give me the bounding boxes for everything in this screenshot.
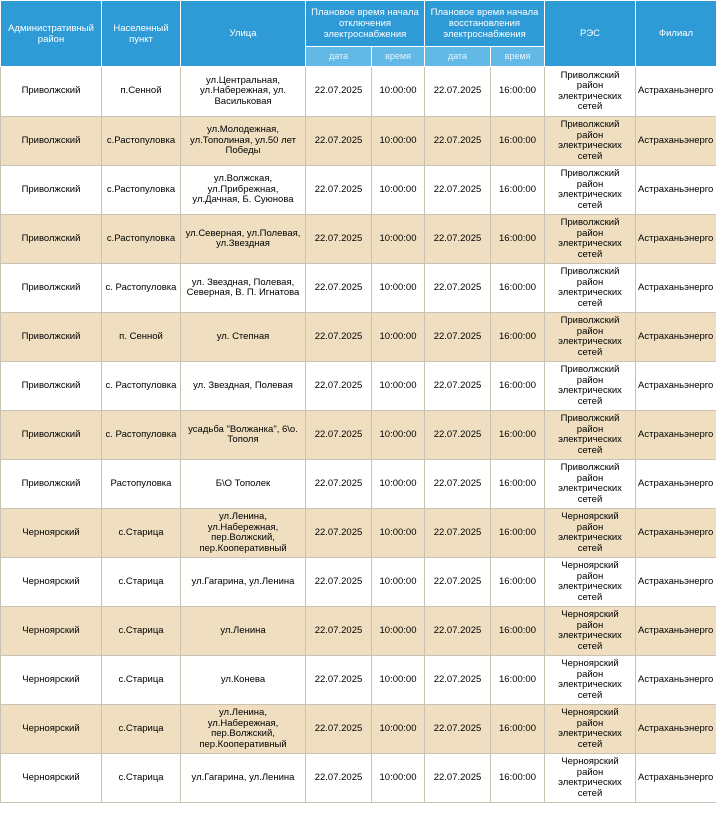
table-row bbox=[1, 264, 716, 313]
cell-off-date: 22.07.2025 bbox=[306, 607, 372, 656]
cell-district: Приволжский bbox=[1, 411, 102, 460]
cell-res: Приволжский район электрических сетей bbox=[545, 411, 636, 460]
cell-district: Черноярский bbox=[1, 705, 102, 754]
cell-off-date: 22.07.2025 bbox=[306, 313, 372, 362]
subheader-off-date: дата bbox=[306, 47, 372, 67]
cell-street: ул. Звездная, Полевая bbox=[181, 362, 306, 411]
cell-street: усадьба "Волжанка", 6\о. Тополя bbox=[181, 411, 306, 460]
col-header-district: Административный район bbox=[1, 1, 102, 67]
table-row bbox=[1, 411, 716, 460]
col-header-branch: Филиал bbox=[636, 1, 716, 67]
cell-off-time: 10:00:00 bbox=[372, 607, 425, 656]
cell-off-date: 22.07.2025 bbox=[306, 509, 372, 558]
cell-on-time: 16:00:00 bbox=[491, 656, 545, 705]
cell-res: Черноярский район электрических сетей bbox=[545, 656, 636, 705]
cell-off-time: 10:00:00 bbox=[372, 264, 425, 313]
cell-res: Черноярский район электрических сетей bbox=[545, 607, 636, 656]
cell-locality: с. Растопуловка bbox=[102, 362, 181, 411]
cell-locality: с.Старица bbox=[102, 509, 181, 558]
cell-on-time: 16:00:00 bbox=[491, 166, 545, 215]
cell-on-time: 16:00:00 bbox=[491, 264, 545, 313]
cell-on-date: 22.07.2025 bbox=[425, 509, 491, 558]
cell-off-date: 22.07.2025 bbox=[306, 362, 372, 411]
cell-district: Черноярский bbox=[1, 754, 102, 803]
cell-off-date: 22.07.2025 bbox=[306, 117, 372, 166]
cell-district: Черноярский bbox=[1, 656, 102, 705]
cell-on-time: 16:00:00 bbox=[491, 705, 545, 754]
cell-off-date: 22.07.2025 bbox=[306, 558, 372, 607]
cell-street: ул.Ленина, ул.Набережная, пер.Волжский, пер.Кооперативный bbox=[181, 509, 306, 558]
cell-on-time: 16:00:00 bbox=[491, 362, 545, 411]
table-header bbox=[1, 1, 716, 67]
cell-street: ул.Молодежная, ул.Тополиная, ул.50 лет Победы bbox=[181, 117, 306, 166]
cell-on-time: 16:00:00 bbox=[491, 460, 545, 509]
cell-on-date: 22.07.2025 bbox=[425, 411, 491, 460]
cell-street: ул.Северная, ул.Полевая, ул.Звездная bbox=[181, 215, 306, 264]
cell-res: Черноярский район электрических сетей bbox=[545, 754, 636, 803]
cell-on-time: 16:00:00 bbox=[491, 313, 545, 362]
cell-locality: с.Старица bbox=[102, 607, 181, 656]
cell-district: Приволжский bbox=[1, 362, 102, 411]
table-row bbox=[1, 460, 716, 509]
cell-street: ул.Ленина, ул.Набережная, пер.Волжский, пер.Кооперативный bbox=[181, 705, 306, 754]
cell-branch: Астраханьэнерго bbox=[636, 509, 716, 558]
cell-off-date: 22.07.2025 bbox=[306, 411, 372, 460]
cell-on-date: 22.07.2025 bbox=[425, 313, 491, 362]
cell-locality: с.Растопуловка bbox=[102, 166, 181, 215]
cell-branch: Астраханьэнерго bbox=[636, 754, 716, 803]
cell-locality: с.Растопуловка bbox=[102, 117, 181, 166]
cell-branch: Астраханьэнерго bbox=[636, 558, 716, 607]
cell-branch: Астраханьэнерго bbox=[636, 460, 716, 509]
cell-off-time: 10:00:00 bbox=[372, 215, 425, 264]
cell-on-date: 22.07.2025 bbox=[425, 656, 491, 705]
cell-branch: Астраханьэнерго bbox=[636, 607, 716, 656]
cell-district: Приволжский bbox=[1, 215, 102, 264]
cell-district: Приволжский bbox=[1, 67, 102, 117]
cell-res: Приволжский район электрических сетей bbox=[545, 166, 636, 215]
subheader-on-time: время bbox=[491, 47, 545, 67]
table-row bbox=[1, 607, 716, 656]
cell-district: Приволжский bbox=[1, 117, 102, 166]
cell-off-date: 22.07.2025 bbox=[306, 67, 372, 117]
cell-district: Приволжский bbox=[1, 460, 102, 509]
cell-on-time: 16:00:00 bbox=[491, 215, 545, 264]
col-header-restore-time: Плановое время начала восстановления электроснабжения bbox=[425, 1, 545, 47]
cell-district: Приволжский bbox=[1, 264, 102, 313]
cell-off-date: 22.07.2025 bbox=[306, 754, 372, 803]
table-row bbox=[1, 754, 716, 803]
cell-res: Черноярский район электрических сетей bbox=[545, 509, 636, 558]
cell-locality: с. Растопуловка bbox=[102, 264, 181, 313]
cell-on-date: 22.07.2025 bbox=[425, 754, 491, 803]
cell-on-date: 22.07.2025 bbox=[425, 67, 491, 117]
cell-off-time: 10:00:00 bbox=[372, 656, 425, 705]
cell-street: ул.Центральная, ул.Набережная, ул. Васильковая bbox=[181, 67, 306, 117]
cell-on-date: 22.07.2025 bbox=[425, 607, 491, 656]
table-body bbox=[1, 67, 716, 803]
cell-locality: п. Сенной bbox=[102, 313, 181, 362]
cell-on-date: 22.07.2025 bbox=[425, 117, 491, 166]
cell-off-date: 22.07.2025 bbox=[306, 656, 372, 705]
cell-on-time: 16:00:00 bbox=[491, 117, 545, 166]
cell-off-time: 10:00:00 bbox=[372, 313, 425, 362]
cell-branch: Астраханьэнерго bbox=[636, 362, 716, 411]
cell-on-time: 16:00:00 bbox=[491, 558, 545, 607]
header-row bbox=[1, 1, 716, 47]
cell-off-time: 10:00:00 bbox=[372, 509, 425, 558]
table-row bbox=[1, 705, 716, 754]
cell-off-date: 22.07.2025 bbox=[306, 460, 372, 509]
cell-branch: Астраханьэнерго bbox=[636, 411, 716, 460]
cell-off-time: 10:00:00 bbox=[372, 362, 425, 411]
table-row bbox=[1, 215, 716, 264]
table-row bbox=[1, 656, 716, 705]
cell-branch: Астраханьэнерго bbox=[636, 705, 716, 754]
cell-res: Приволжский район электрических сетей bbox=[545, 313, 636, 362]
cell-locality: с.Старица bbox=[102, 558, 181, 607]
table-row bbox=[1, 509, 716, 558]
cell-branch: Астраханьэнерго bbox=[636, 264, 716, 313]
cell-off-time: 10:00:00 bbox=[372, 166, 425, 215]
table-row bbox=[1, 117, 716, 166]
cell-off-time: 10:00:00 bbox=[372, 67, 425, 117]
cell-res: Приволжский район электрических сетей bbox=[545, 67, 636, 117]
cell-district: Черноярский bbox=[1, 607, 102, 656]
cell-on-date: 22.07.2025 bbox=[425, 460, 491, 509]
cell-off-time: 10:00:00 bbox=[372, 117, 425, 166]
cell-res: Черноярский район электрических сетей bbox=[545, 558, 636, 607]
cell-on-time: 16:00:00 bbox=[491, 411, 545, 460]
cell-district: Черноярский bbox=[1, 558, 102, 607]
col-header-res: РЭС bbox=[545, 1, 636, 67]
cell-district: Черноярский bbox=[1, 509, 102, 558]
col-header-street: Улица bbox=[181, 1, 306, 67]
cell-district: Приволжский bbox=[1, 313, 102, 362]
cell-locality: с. Растопуловка bbox=[102, 411, 181, 460]
cell-district: Приволжский bbox=[1, 166, 102, 215]
cell-on-date: 22.07.2025 bbox=[425, 166, 491, 215]
cell-branch: Астраханьэнерго bbox=[636, 117, 716, 166]
cell-street: ул. Степная bbox=[181, 313, 306, 362]
cell-on-date: 22.07.2025 bbox=[425, 264, 491, 313]
cell-branch: Астраханьэнерго bbox=[636, 313, 716, 362]
cell-street: ул.Конева bbox=[181, 656, 306, 705]
cell-locality: с.Старица bbox=[102, 656, 181, 705]
cell-branch: Астраханьэнерго bbox=[636, 215, 716, 264]
cell-on-time: 16:00:00 bbox=[491, 509, 545, 558]
cell-on-time: 16:00:00 bbox=[491, 67, 545, 117]
subheader-off-time: время bbox=[372, 47, 425, 67]
subheader-on-date: дата bbox=[425, 47, 491, 67]
cell-off-date: 22.07.2025 bbox=[306, 264, 372, 313]
cell-locality: Растопуловка bbox=[102, 460, 181, 509]
cell-locality: с.Старица bbox=[102, 705, 181, 754]
cell-res: Приволжский район электрических сетей bbox=[545, 460, 636, 509]
table-row bbox=[1, 313, 716, 362]
cell-on-date: 22.07.2025 bbox=[425, 558, 491, 607]
cell-off-date: 22.07.2025 bbox=[306, 166, 372, 215]
cell-on-date: 22.07.2025 bbox=[425, 362, 491, 411]
cell-off-time: 10:00:00 bbox=[372, 411, 425, 460]
cell-locality: с.Старица bbox=[102, 754, 181, 803]
cell-off-time: 10:00:00 bbox=[372, 705, 425, 754]
cell-off-date: 22.07.2025 bbox=[306, 215, 372, 264]
cell-branch: Астраханьэнерго bbox=[636, 166, 716, 215]
table-row bbox=[1, 67, 716, 117]
cell-res: Приволжский район электрических сетей bbox=[545, 117, 636, 166]
cell-res: Черноярский район электрических сетей bbox=[545, 705, 636, 754]
cell-street: ул.Гагарина, ул.Ленина bbox=[181, 754, 306, 803]
cell-res: Приволжский район электрических сетей bbox=[545, 362, 636, 411]
col-header-locality: Населенный пункт bbox=[102, 1, 181, 67]
cell-on-date: 22.07.2025 bbox=[425, 215, 491, 264]
cell-res: Приволжский район электрических сетей bbox=[545, 264, 636, 313]
cell-locality: с.Растопуловка bbox=[102, 215, 181, 264]
cell-street: ул.Ленина bbox=[181, 607, 306, 656]
cell-on-date: 22.07.2025 bbox=[425, 705, 491, 754]
cell-branch: Астраханьэнерго bbox=[636, 67, 716, 117]
cell-street: ул. Звездная, Полевая, Северная, В. П. Игнатова bbox=[181, 264, 306, 313]
cell-res: Приволжский район электрических сетей bbox=[545, 215, 636, 264]
cell-branch: Астраханьэнерго bbox=[636, 656, 716, 705]
cell-off-date: 22.07.2025 bbox=[306, 705, 372, 754]
cell-off-time: 10:00:00 bbox=[372, 460, 425, 509]
cell-off-time: 10:00:00 bbox=[372, 754, 425, 803]
cell-locality: п.Сенной bbox=[102, 67, 181, 117]
cell-street: ул.Волжская, ул.Прибрежная, ул.Дачная, Б. Суюнова bbox=[181, 166, 306, 215]
cell-off-time: 10:00:00 bbox=[372, 558, 425, 607]
table-row bbox=[1, 558, 716, 607]
cell-street: ул.Гагарина, ул.Ленина bbox=[181, 558, 306, 607]
cell-on-time: 16:00:00 bbox=[491, 754, 545, 803]
table-row bbox=[1, 166, 716, 215]
table-row bbox=[1, 362, 716, 411]
cell-on-time: 16:00:00 bbox=[491, 607, 545, 656]
cell-street: Б\О Тополек bbox=[181, 460, 306, 509]
col-header-off-time: Плановое время начала отключения электроснабжения bbox=[306, 1, 425, 47]
